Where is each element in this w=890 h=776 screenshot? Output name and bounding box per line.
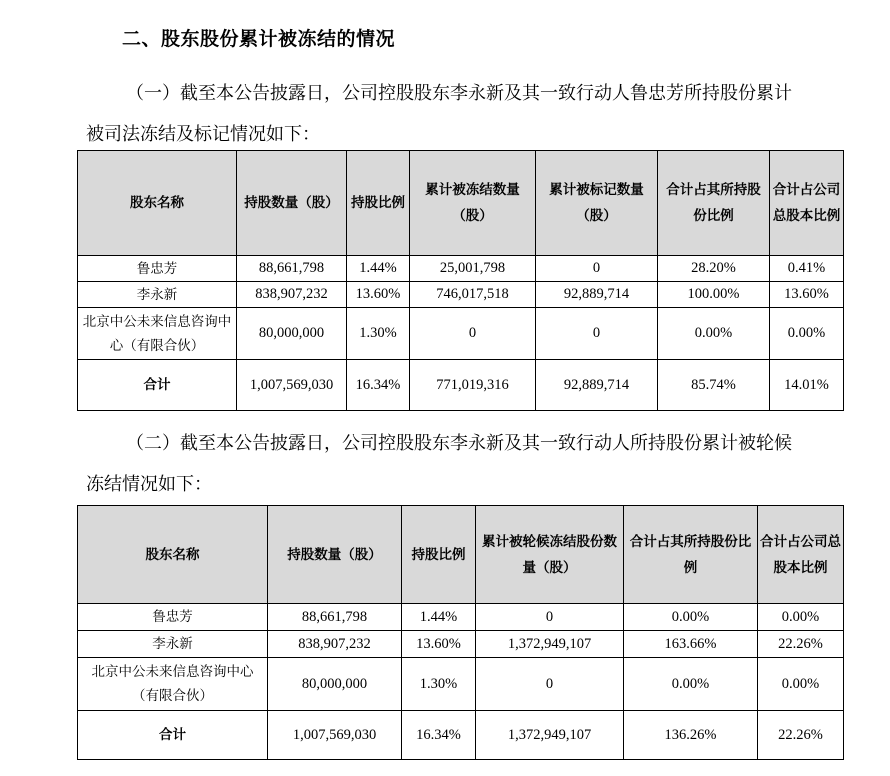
table-total-row <box>78 711 844 760</box>
cell-waiting-frozen-shares: 1,372,949,107 <box>476 711 624 760</box>
cell-ratio-of-total-capital: 22.26% <box>758 631 844 658</box>
cell-holding-ratio: 16.34% <box>402 711 476 760</box>
cell-ratio-of-holdings: 136.26% <box>624 711 758 760</box>
paragraph-line: 冻结情况如下： <box>86 474 212 495</box>
cell-holding-ratio: 1.30% <box>402 658 476 711</box>
cell-holding-ratio: 13.60% <box>402 631 476 658</box>
table-row <box>78 631 844 658</box>
header-marked-shares: 累计被标记数量（股） <box>536 151 658 256</box>
cell-marked-shares: 92,889,714 <box>536 282 658 308</box>
cell-shareholder-name: 鲁忠芳 <box>78 256 237 282</box>
section-title: 二、股东股份累计被冻结的情况 <box>122 28 396 50</box>
cell-shares-held: 88,661,798 <box>237 256 347 282</box>
cell-holding-ratio: 1.44% <box>402 604 476 631</box>
table-total-row <box>78 360 844 411</box>
cell-shareholder-name: 鲁忠芳 <box>78 604 268 631</box>
table-row <box>78 658 844 711</box>
header-waiting-frozen-shares: 累计被轮候冻结股份数量（股） <box>476 506 624 604</box>
cell-shares-held: 80,000,000 <box>268 658 402 711</box>
cell-ratio-of-total-capital: 14.01% <box>770 360 844 411</box>
cell-frozen-shares: 0 <box>410 308 536 360</box>
header-shares-held: 持股数量（股） <box>268 506 402 604</box>
cell-total-label: 合计 <box>78 711 268 760</box>
cell-ratio-of-total-capital: 0.00% <box>758 658 844 711</box>
cell-holding-ratio: 1.44% <box>347 256 410 282</box>
header-ratio-of-total-capital: 合计占公司总股本比例 <box>770 151 844 256</box>
cell-shareholder-name: 李永新 <box>78 282 237 308</box>
cell-ratio-of-total-capital: 0.00% <box>770 308 844 360</box>
cell-shares-held: 88,661,798 <box>268 604 402 631</box>
header-shareholder-name: 股东名称 <box>78 506 268 604</box>
judicial-freeze-table <box>77 150 844 411</box>
cell-frozen-shares: 771,019,316 <box>410 360 536 411</box>
paragraph-waiting-freeze <box>86 423 846 505</box>
cell-shares-held: 1,007,569,030 <box>268 711 402 760</box>
cell-marked-shares: 0 <box>536 256 658 282</box>
header-ratio-of-holdings: 合计占其所持股份比例 <box>658 151 770 256</box>
table-row <box>78 604 844 631</box>
cell-ratio-of-holdings: 85.74% <box>658 360 770 411</box>
cell-ratio-of-total-capital: 0.41% <box>770 256 844 282</box>
cell-ratio-of-total-capital: 0.00% <box>758 604 844 631</box>
header-shareholder-name: 股东名称 <box>78 151 237 256</box>
cell-waiting-frozen-shares: 0 <box>476 604 624 631</box>
table-row <box>78 282 844 308</box>
header-shares-held: 持股数量（股） <box>237 151 347 256</box>
cell-holding-ratio: 13.60% <box>347 282 410 308</box>
cell-marked-shares: 0 <box>536 308 658 360</box>
cell-frozen-shares: 746,017,518 <box>410 282 536 308</box>
header-ratio-of-holdings: 合计占其所持股份比例 <box>624 506 758 604</box>
cell-shares-held: 838,907,232 <box>237 282 347 308</box>
cell-ratio-of-holdings: 28.20% <box>658 256 770 282</box>
cell-ratio-of-total-capital: 22.26% <box>758 711 844 760</box>
cell-waiting-frozen-shares: 0 <box>476 658 624 711</box>
header-frozen-shares: 累计被冻结数量（股） <box>410 151 536 256</box>
header-holding-ratio: 持股比例 <box>402 506 476 604</box>
header-holding-ratio: 持股比例 <box>347 151 410 256</box>
cell-marked-shares: 92,889,714 <box>536 360 658 411</box>
cell-shareholder-name: 北京中公未来信息咨询中心（有限合伙） <box>78 658 268 711</box>
cell-ratio-of-holdings: 100.00% <box>658 282 770 308</box>
cell-shares-held: 80,000,000 <box>237 308 347 360</box>
waiting-freeze-table <box>77 505 844 760</box>
cell-waiting-frozen-shares: 1,372,949,107 <box>476 631 624 658</box>
cell-ratio-of-holdings: 0.00% <box>624 604 758 631</box>
cell-ratio-of-total-capital: 13.60% <box>770 282 844 308</box>
paragraph-judicial-freeze <box>86 73 846 155</box>
table-row <box>78 308 844 360</box>
cell-shareholder-name: 北京中公未来信息咨询中心（有限合伙） <box>78 308 237 360</box>
cell-shares-held: 1,007,569,030 <box>237 360 347 411</box>
paragraph-line: 被司法冻结及标记情况如下： <box>86 124 320 145</box>
cell-shares-held: 838,907,232 <box>268 631 402 658</box>
table-row <box>78 256 844 282</box>
cell-frozen-shares: 25,001,798 <box>410 256 536 282</box>
cell-shareholder-name: 李永新 <box>78 631 268 658</box>
cell-total-label: 合计 <box>78 360 237 411</box>
cell-holding-ratio: 16.34% <box>347 360 410 411</box>
cell-ratio-of-holdings: 0.00% <box>658 308 770 360</box>
cell-ratio-of-holdings: 163.66% <box>624 631 758 658</box>
header-ratio-of-total-capital: 合计占公司总股本比例 <box>758 506 844 604</box>
cell-ratio-of-holdings: 0.00% <box>624 658 758 711</box>
cell-holding-ratio: 1.30% <box>347 308 410 360</box>
paragraph-line: （二）截至本公告披露日，公司控股股东李永新及其一致行动人所持股份累计被轮候 <box>126 433 792 454</box>
paragraph-line: （一）截至本公告披露日，公司控股股东李永新及其一致行动人鲁忠芳所持股份累计 <box>126 83 792 104</box>
